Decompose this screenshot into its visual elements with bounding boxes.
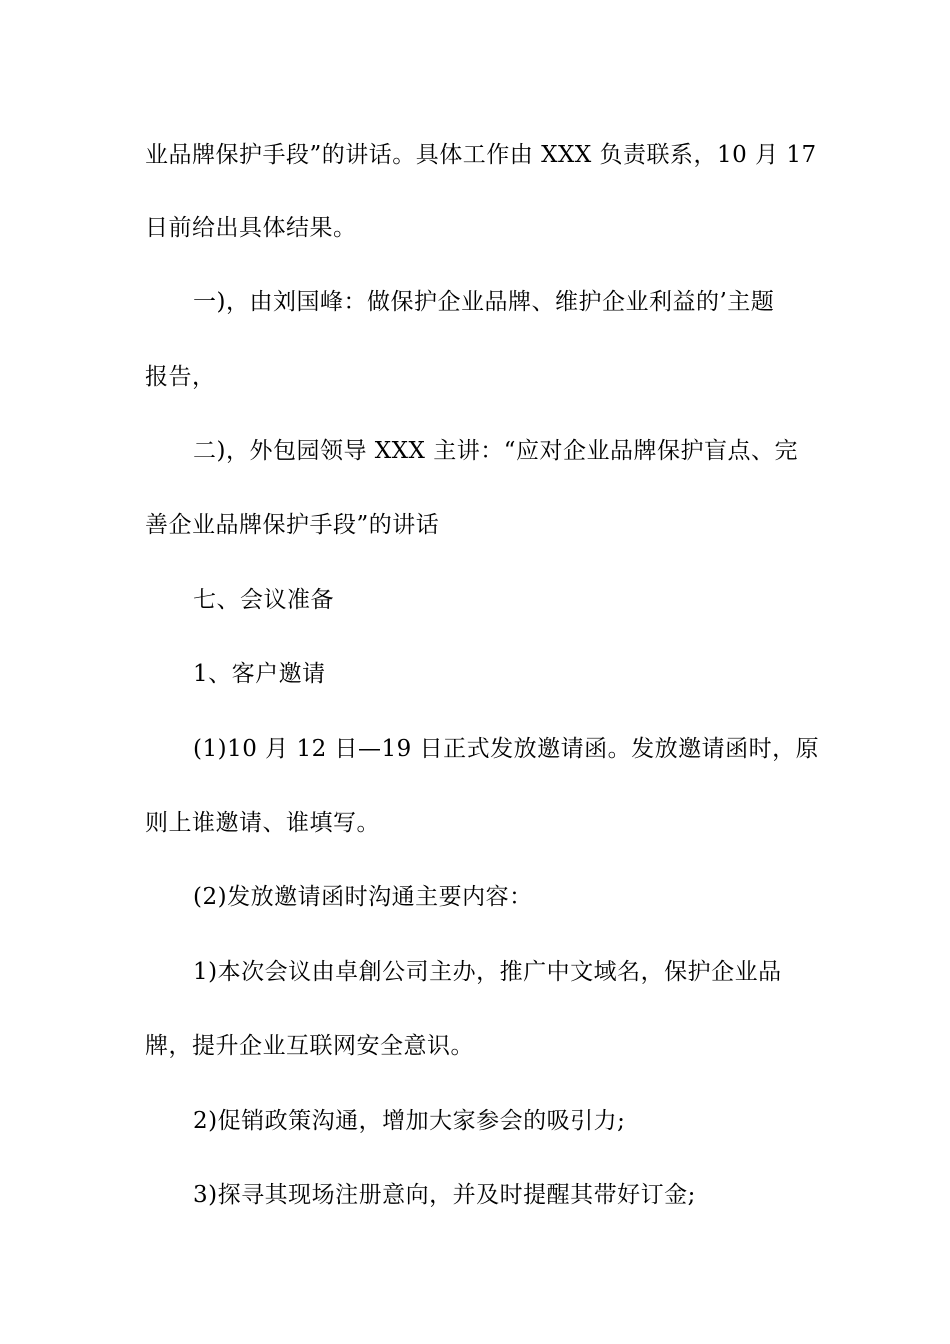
text-line: 2)促销政策沟通，增加大家参会的吸引力;: [193, 1108, 626, 1134]
section-heading: 七、会议准备: [193, 587, 334, 613]
text-line: 二)，外包园领导 XXX 主讲：“应对企业品牌保护盲点、完: [193, 438, 798, 464]
text-line: 一)，由刘国峰：做保护企业品牌、维护企业利益的’主题: [193, 289, 775, 315]
text-line: 牌，提升企业互联网安全意识。: [145, 1033, 474, 1059]
text-line: 3)探寻其现场注册意向，并及时提醒其带好订金;: [193, 1182, 696, 1208]
text-line: 报告，: [145, 364, 216, 390]
text-line: (2)发放邀请函时沟通主要内容：: [193, 884, 533, 910]
subsection-heading: 1、客户邀请: [193, 661, 326, 687]
text-line: 日前给出具体结果。: [145, 215, 357, 241]
text-line: 善企业品牌保护手段”的讲话: [145, 512, 440, 538]
text-line: 则上谁邀请、谁填写。: [145, 810, 380, 836]
text-line: (1)10 月 12 日—19 日正式发放邀请函。发放邀请函时，原: [193, 736, 820, 762]
text-line: 业品牌保护手段”的讲话。具体工作由 XXX 负责联系，10 月 17: [145, 142, 817, 168]
text-line: 1)本次会议由卓創公司主办，推广中文域名，保护企业品: [193, 959, 782, 985]
